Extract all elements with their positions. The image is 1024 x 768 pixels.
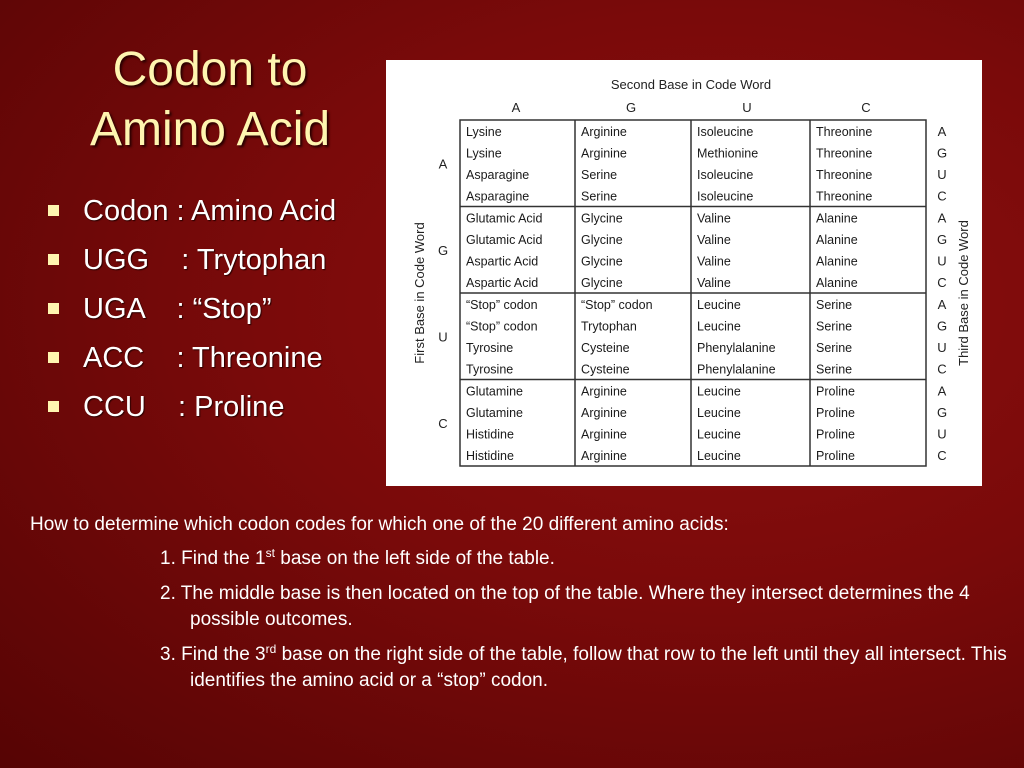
amino-acid-cell: Serine [816, 319, 853, 334]
step-1-text-start: 1. Find the 1 [160, 548, 266, 569]
amino-acid-cell: Isoleucine [697, 168, 754, 183]
third-base-label: C [937, 188, 947, 204]
amino-acid-cell: Leucine [697, 449, 741, 464]
amino-acid-cell: Lysine [466, 146, 502, 161]
amino-acid-cell: Arginine [581, 124, 627, 139]
step-3-superscript: rd [265, 642, 277, 656]
slide-title-line-1: Codon to [112, 43, 308, 96]
amino-acid-cell: Leucine [697, 319, 741, 334]
amino-acid-cell: Alanine [816, 211, 858, 226]
bullet-text: Codon : Amino Acid [83, 195, 337, 227]
amino-acid-cell: Leucine [697, 384, 741, 399]
square-bullet-icon [48, 352, 59, 363]
amino-acid-cell: Leucine [697, 427, 741, 442]
bullet-text: CCU : Proline [83, 391, 285, 423]
third-base-label: A [937, 383, 947, 399]
amino-acid-cell: Leucine [697, 297, 741, 312]
amino-acid-cell: Arginine [581, 384, 627, 399]
second-base-header: Second Base in Code Word [610, 77, 772, 92]
amino-acid-cell: Glutamic Acid [466, 232, 543, 247]
step-3-text-start: 3. Find the 3 [160, 644, 266, 665]
amino-acid-cell: Valine [697, 232, 731, 247]
amino-acid-cell: Valine [697, 276, 731, 291]
amino-acid-cell: Glycine [581, 254, 623, 269]
amino-acid-cell: Asparagine [466, 168, 530, 183]
amino-acid-cell: Valine [697, 254, 731, 269]
amino-acid-cell: Proline [816, 405, 855, 420]
step-2-text: 2. The middle base is then located on the top of the table. Where they intersect determines the 4 possible outcomes. [160, 583, 970, 630]
instruction-step-1 [30, 546, 1000, 572]
amino-acid-cell: Threonine [816, 124, 873, 139]
bullet-item [45, 190, 336, 239]
amino-acid-cell: Tyrosine [466, 362, 514, 377]
amino-acid-cell: Alanine [816, 254, 858, 269]
third-base-label: C [937, 275, 947, 291]
third-base-header: Third Base in Code Word [956, 220, 971, 366]
step-3-text-end: base on the right side of the table, follow that row to the left until they all intersect. This identifies the amino acid or a “stop” codon. [190, 644, 1007, 691]
amino-acid-cell: Serine [581, 168, 618, 183]
amino-acid-cell: Glutamine [466, 405, 523, 420]
amino-acid-cell: Serine [816, 362, 853, 377]
amino-acid-cell: Isoleucine [697, 124, 754, 139]
slide-title-line-2: Amino Acid [89, 103, 331, 156]
amino-acid-cell: “Stop” codon [581, 297, 653, 312]
instructions-intro: How to determine which codon codes for which one of the 20 different amino acids: [30, 514, 729, 535]
instructions [30, 512, 1007, 694]
amino-acid-cell: Arginine [581, 449, 627, 464]
amino-acid-cell: Cysteine [581, 341, 630, 356]
amino-acid-cell: Histidine [466, 427, 514, 442]
first-base-label: C [438, 415, 448, 431]
third-base-label: U [937, 340, 947, 356]
amino-acid-cell: Trytophan [581, 319, 637, 334]
second-base-label: C [861, 100, 871, 115]
instruction-step-3 [30, 642, 1007, 694]
amino-acid-cell: Serine [581, 189, 618, 204]
amino-acid-cell: Methionine [697, 146, 759, 161]
amino-acid-cell: Serine [816, 341, 853, 356]
amino-acid-cell: Threonine [816, 189, 873, 204]
amino-acid-cell: Arginine [581, 405, 627, 420]
bullet-item [45, 337, 336, 386]
bullet-item [45, 288, 336, 337]
amino-acid-cell: Lysine [466, 124, 502, 139]
amino-acid-cell: Valine [697, 211, 731, 226]
bullet-text: UGA : “Stop” [83, 293, 272, 325]
third-base-label: A [937, 210, 947, 226]
amino-acid-cell: Glycine [581, 211, 623, 226]
codon-table [386, 60, 982, 486]
second-base-label: A [511, 100, 521, 115]
amino-acid-cell: Tyrosine [466, 341, 514, 356]
third-base-label: G [936, 318, 948, 334]
third-base-label: A [937, 296, 947, 312]
amino-acid-cell: “Stop” codon [466, 297, 538, 312]
square-bullet-icon [48, 401, 59, 412]
third-base-label: U [937, 167, 947, 183]
amino-acid-cell: Glutamic Acid [466, 211, 543, 226]
step-1-text-end: base on the left side of the table. [274, 548, 555, 569]
third-base-label: G [936, 404, 948, 420]
amino-acid-cell: Aspartic Acid [466, 276, 539, 291]
first-base-label: U [438, 329, 448, 345]
amino-acid-cell: Arginine [581, 427, 627, 442]
slide-title [40, 40, 380, 160]
amino-acid-cell: Glycine [581, 232, 623, 247]
amino-acid-cell: Threonine [816, 146, 873, 161]
bullet-item [45, 386, 336, 435]
bullet-list [45, 190, 336, 435]
codon-table-image [386, 60, 982, 486]
third-base-label: G [936, 145, 948, 161]
bullet-text: ACC : Threonine [83, 342, 323, 374]
amino-acid-cell: Alanine [816, 232, 858, 247]
amino-acid-cell: Leucine [697, 405, 741, 420]
square-bullet-icon [48, 254, 59, 265]
amino-acid-cell: Proline [816, 384, 855, 399]
amino-acid-cell: Histidine [466, 449, 514, 464]
second-base-label: U [742, 100, 752, 115]
third-base-label: C [937, 361, 947, 377]
amino-acid-cell: Asparagine [466, 189, 530, 204]
amino-acid-cell: Proline [816, 449, 855, 464]
third-base-label: U [937, 253, 947, 269]
amino-acid-cell: Proline [816, 427, 855, 442]
amino-acid-cell: “Stop” codon [466, 319, 538, 334]
third-base-label: A [937, 123, 947, 139]
amino-acid-cell: Glutamine [466, 384, 523, 399]
amino-acid-cell: Cysteine [581, 362, 630, 377]
third-base-label: U [937, 426, 947, 442]
third-base-label: G [936, 231, 948, 247]
third-base-label: C [937, 448, 947, 464]
step-1-superscript: st [265, 546, 275, 560]
square-bullet-icon [48, 303, 59, 314]
first-base-label: A [438, 156, 448, 172]
first-base-label: G [437, 242, 449, 258]
amino-acid-cell: Alanine [816, 276, 858, 291]
second-base-label: G [625, 100, 637, 115]
bullet-item [45, 239, 336, 288]
instruction-step-2 [30, 581, 1000, 633]
amino-acid-cell: Arginine [581, 146, 627, 161]
amino-acid-cell: Serine [816, 297, 853, 312]
amino-acid-cell: Threonine [816, 168, 873, 183]
amino-acid-cell: Isoleucine [697, 189, 754, 204]
amino-acid-cell: Phenylalanine [697, 341, 776, 356]
bullet-text: UGG : Trytophan [83, 244, 327, 276]
first-base-header: First Base in Code Word [412, 222, 427, 364]
square-bullet-icon [48, 205, 59, 216]
amino-acid-cell: Glycine [581, 276, 623, 291]
amino-acid-cell: Aspartic Acid [466, 254, 539, 269]
amino-acid-cell: Phenylalanine [697, 362, 776, 377]
